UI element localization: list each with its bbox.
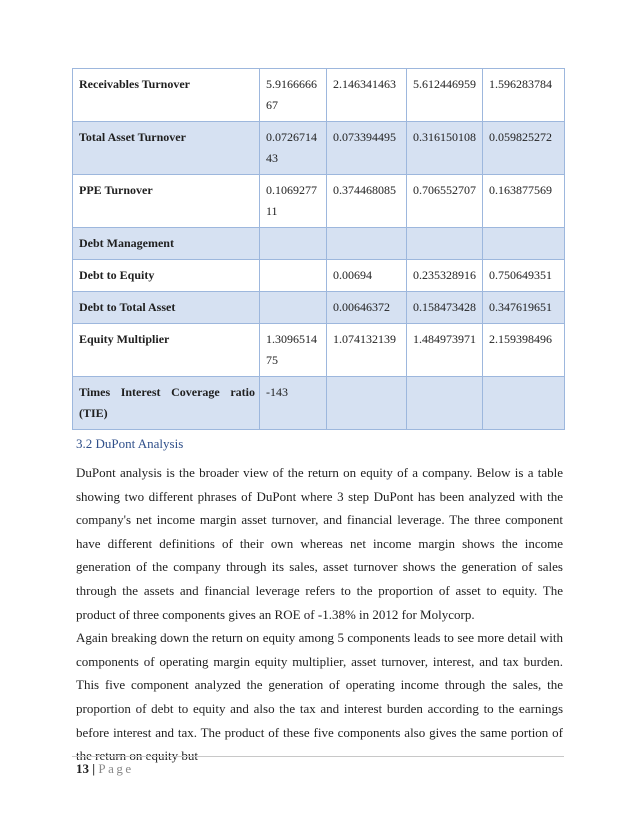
table-cell: 1.484973971 [407, 324, 483, 377]
row-label: Debt Management [73, 228, 260, 260]
table-cell: 0.750649351 [483, 260, 565, 292]
table-row [73, 324, 565, 377]
page-footer [76, 761, 134, 777]
table-cell [483, 377, 565, 430]
table-cell: 5.916666667 [260, 69, 327, 122]
table-row [73, 292, 565, 324]
page-number: 13 [76, 761, 89, 776]
table-cell: 0.158473428 [407, 292, 483, 324]
paragraph: Again breaking down the return on equity among 5 components leads to see more detail with components of operating margin equity multiplier, asset turnover, interest, and tax burden. This five component analyzed the generation of operating income through the sales, the proportion of debt to equity and also the tax and interest burden according to the earnings before interest and tax. The product of these five components also gives the same portion of the return on equity but [76, 630, 563, 764]
table-cell: 0.00694 [327, 260, 407, 292]
table-cell [260, 228, 327, 260]
section-body [76, 461, 563, 768]
table-row [73, 69, 565, 122]
table-cell: 0.235328916 [407, 260, 483, 292]
table-row [73, 377, 565, 430]
table-cell: 0.059825272 [483, 122, 565, 175]
table-cell [260, 260, 327, 292]
table-cell: -143 [260, 377, 327, 430]
table-cell: 0.072671443 [260, 122, 327, 175]
table-cell: 5.612446959 [407, 69, 483, 122]
table-cell: 0.073394495 [327, 122, 407, 175]
table-cell [327, 377, 407, 430]
table-cell [407, 377, 483, 430]
table-row [73, 260, 565, 292]
table-row [73, 122, 565, 175]
table-cell: 2.159398496 [483, 324, 565, 377]
table-cell: 0.347619651 [483, 292, 565, 324]
table-cell: 1.596283784 [483, 69, 565, 122]
row-label: Total Asset Turnover [73, 122, 260, 175]
paragraph: DuPont analysis is the broader view of the return on equity of a company. Below is a table showing two different phrases of DuPont where 3 step DuPont has been analyzed with the company's net income margin asset turnover, and financial leverage. The three component have different definitions of their own whereas net income margin shows the income generation of the company through its sales, asset turnover shows the generation of sales through the assets and financial leverage refers to the proportion of asset to equity. The product of three components gives an ROE of -1.38% in 2012 for Molycorp. [76, 465, 563, 622]
table-cell: 0.163877569 [483, 175, 565, 228]
table-cell [327, 228, 407, 260]
row-label: Times Interest Coverage ratio (TIE) [73, 377, 260, 430]
table-cell: 0.706552707 [407, 175, 483, 228]
table-row [73, 228, 565, 260]
row-label: Debt to Equity [73, 260, 260, 292]
footer-separator: | [92, 761, 96, 776]
table-cell: 0.106927711 [260, 175, 327, 228]
row-label: Debt to Total Asset [73, 292, 260, 324]
page-label: Page [98, 761, 134, 776]
table-cell: 2.146341463 [327, 69, 407, 122]
row-label: Equity Multiplier [73, 324, 260, 377]
row-label: PPE Turnover [73, 175, 260, 228]
table-cell: 0.00646372 [327, 292, 407, 324]
table-cell: 1.309651475 [260, 324, 327, 377]
table-cell [260, 292, 327, 324]
ratio-table-body [73, 69, 565, 430]
footer-divider [72, 756, 564, 757]
table-cell: 0.316150108 [407, 122, 483, 175]
table-cell: 1.074132139 [327, 324, 407, 377]
section-heading: 3.2 DuPont Analysis [76, 436, 184, 451]
table-row [73, 175, 565, 228]
table-cell [407, 228, 483, 260]
ratio-table [72, 68, 565, 430]
row-label: Receivables Turnover [73, 69, 260, 122]
table-cell: 0.374468085 [327, 175, 407, 228]
table-cell [483, 228, 565, 260]
